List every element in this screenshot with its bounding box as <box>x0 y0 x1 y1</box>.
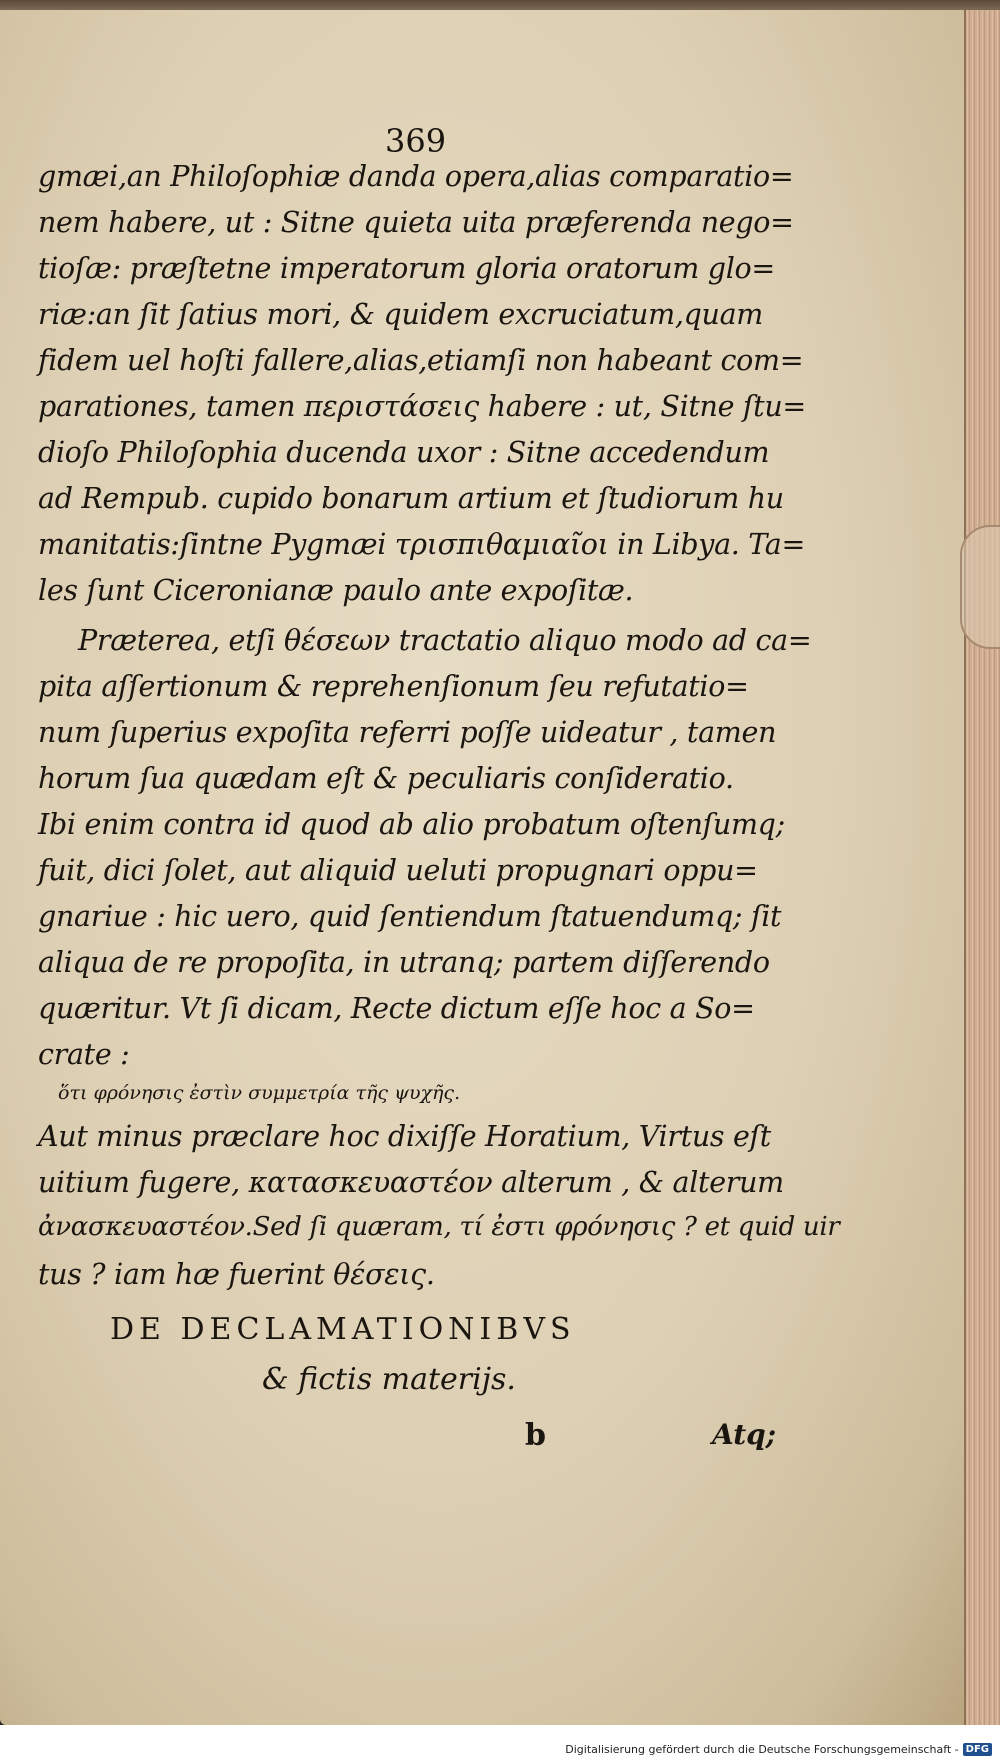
text-line: les ſunt Ciceronianæ paulo ante expoſitæ. <box>38 574 634 607</box>
text-line: gnariue : hic uero, quid ſentiendum ſtatuendumq; ſit <box>38 900 782 933</box>
text-line: uitium fugere, κατασκευαστέον alterum , & alterum <box>38 1166 784 1199</box>
text-line: parationes, tamen περιστάσεις habere : ut, Sitne ſtu= <box>38 390 806 423</box>
text-line: quæritur. Vt ſi dicam, Recte dictum eſſe hoc a So= <box>38 992 755 1025</box>
text-line: fuit, dici ſolet, aut aliquid ueluti propugnari oppu= <box>38 854 758 887</box>
text-line: gmæi,an Philoſophiæ danda opera,alias comparatio= <box>38 160 794 193</box>
text-line: num ſuperius expoſita referri poſſe uideatur , tamen <box>38 716 777 749</box>
page-number: 369 <box>385 122 447 160</box>
text-line: pita aſſertionum & reprehenſionum ſeu refutatio= <box>38 670 749 703</box>
text-line: ad Rempub. cupido bonarum artium et ſtudiorum hu <box>38 482 784 515</box>
text-line: tus ? iam hæ fuerint θέσεις. <box>38 1258 435 1291</box>
text-line: aliqua de re propoſita, in utranq; partem diſſerendo <box>38 946 770 979</box>
catchword: Atq; <box>712 1418 777 1451</box>
text-line: tioſæ: præſtetne imperatorum gloria oratorum glo= <box>38 252 775 285</box>
signature-mark: b <box>525 1418 546 1453</box>
text-line: Aut minus præclare hoc dixiſſe Horatium, Virtus eſt <box>38 1120 771 1153</box>
footer-credit <box>565 1743 992 1756</box>
section-subheading: & fictis materijs. <box>262 1362 516 1397</box>
text-line: riæ:an ſit ſatius mori, & quidem excruciatum,quam <box>38 298 763 331</box>
text-line: ἀνασκευαστέον.Sed ſi quæram, τί ἐστι φρόνησις ? et quid uir <box>38 1212 840 1242</box>
book-fore-edge <box>964 10 1000 1730</box>
section-heading: DE DECLAMATIONIBVS <box>110 1312 576 1347</box>
text-line: horum ſua quædam eſt & peculiaris conſideratio. <box>38 762 734 795</box>
text-line: manitatis:ſintne Pygmæi τρισπιθαμιαῖοι in Libya. Ta= <box>38 528 806 561</box>
greek-quotation: ὅτι φρόνησις ἐστὶν συμμετρία τῆς ψυχῆς. <box>58 1082 461 1104</box>
dfg-logo: DFG <box>963 1743 992 1756</box>
footer-credit-text: Digitalisierung gefördert durch die Deutsche Forschungsgemeinschaft - <box>565 1743 959 1756</box>
text-line: Præterea, etſi θέσεων tractatio aliquo modo ad ca= <box>78 624 812 657</box>
text-line: crate : <box>38 1038 130 1071</box>
text-line: Ibi enim contra id quod ab alio probatum oſtenſumq; <box>38 808 785 841</box>
text-line: fidem uel hoſti fallere,alias,etiamſi non habeant com= <box>38 344 804 377</box>
book-clasp <box>960 525 1000 649</box>
text-line: dioſo Philoſophia ducenda uxor : Sitne accedendum <box>38 436 770 469</box>
text-line: nem habere, ut : Sitne quieta uita præferenda nego= <box>38 206 794 239</box>
